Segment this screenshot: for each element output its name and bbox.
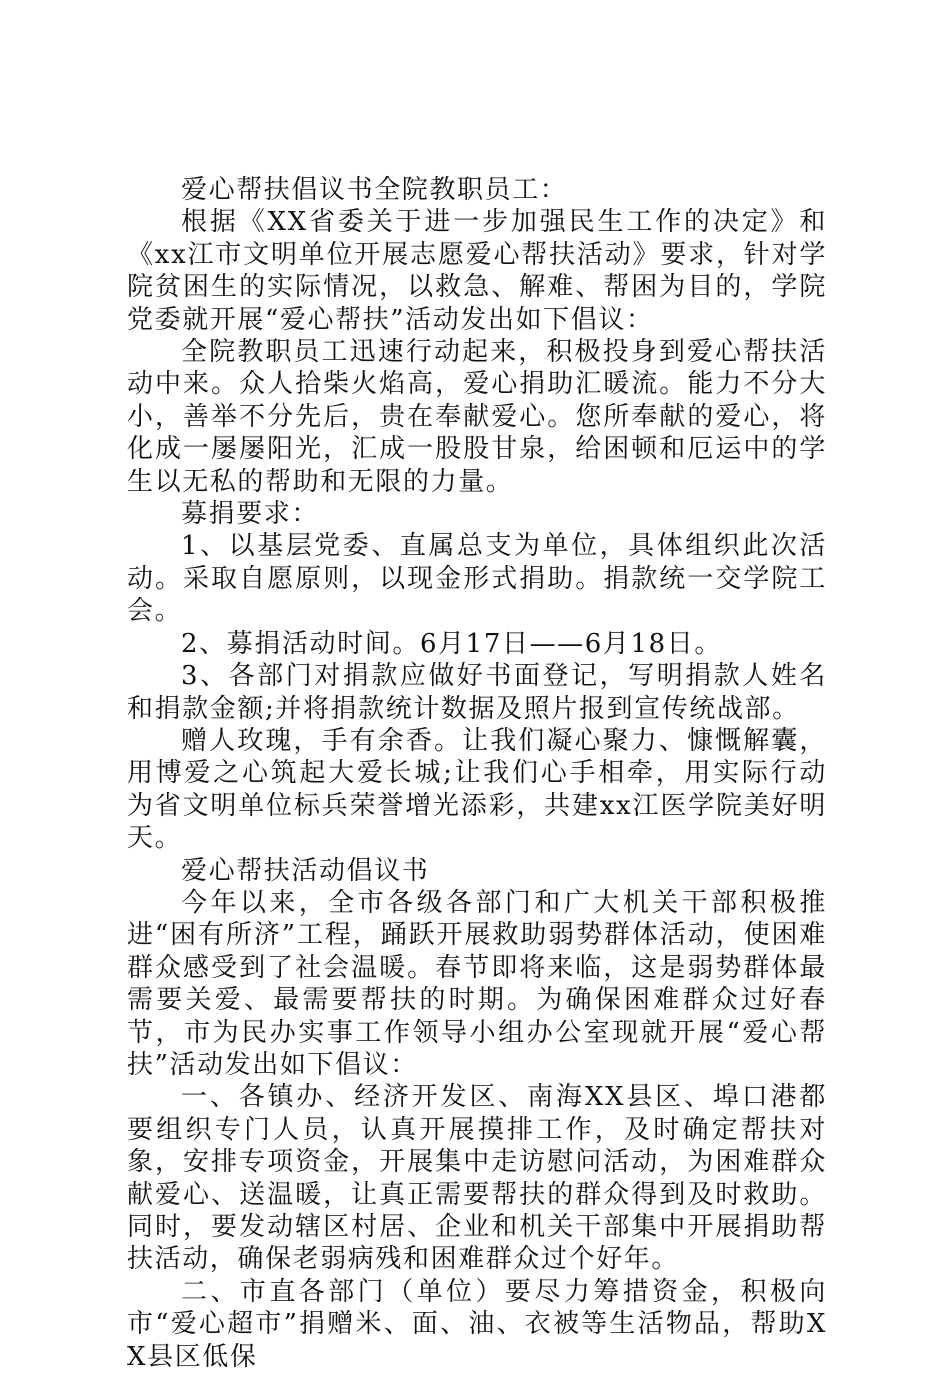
paragraph: 赠人玫瑰，手有余香。让我们凝心聚力、慷慨解囊，用博爱之心筑起大爱长城;让我们心手相牵，用实际行动为省文明单位标兵荣誉增光添彩，共建xx江医学院美好明天。 xyxy=(127,725,827,854)
paragraph: 2、募捐活动时间。6月17日——6月18日。 xyxy=(181,628,722,659)
paragraph: 3、各部门对捐款应做好书面登记，写明捐款人姓名和捐款金额;并将捐款统计数据及照片报到宣传统战部。 xyxy=(127,661,827,724)
paragraph: 二、市直各部门（单位）要尽力筹措资金，积极向市“爱心超市”捐赠米、面、油、衣被等生活物品，帮助XX县区低保 xyxy=(127,1276,827,1372)
paragraph: 1、以基层党委、直属总支为单位，具体组织此次活动。采取自愿原则，以现金形式捐助。捐款统一交学院工会。 xyxy=(127,531,827,627)
paragraph: 今年以来，全市各级各部门和广大机关干部积极推进“困有所济”工程，踊跃开展救助弱势群体活动，使困难群众感受到了社会温暖。春节即将来临，这是弱势群体最需要关爱、最需要帮扶的时期。为确保困难群众过好春节，市为民办实事工作领导小组办公室现就开展“爱心帮扶”活动发出如下倡议： xyxy=(127,887,827,1080)
paragraph: 一、各镇办、经济开发区、南海XX县区、埠口港都要组织专门人员，认真开展摸排工作，及时确定帮扶对象，安排专项资金，开展集中走访慰问活动，为困难群众献爱心、送温暖，让真正需要帮扶的群众得到及时救助。同时，要发动辖区村居、企业和机关干部集中开展捐助帮扶活动，确保老弱病残和困难群众过个好年。 xyxy=(127,1082,827,1275)
document-body xyxy=(127,174,827,1373)
paragraph: 根据《XX省委关于进一步加强民生工作的决定》和《xx江市文明单位开展志愿爱心帮扶活动》要求，针对学院贫困生的实际情况，以救急、解难、帮困为目的，学院党委就开展“爱心帮扶”活动发出如下倡议： xyxy=(127,207,827,335)
paragraph-title-2: 爱心帮扶活动倡议书 xyxy=(181,855,430,886)
paragraph-title-1: 爱心帮扶倡议书全院教职员工： xyxy=(181,175,568,205)
paragraph: 全院教职员工迅速行动起来，积极投身到爱心帮扶活动中来。众人拾柴火焰高，爱心捐助汇暖流。能力不分大小，善举不分先后，贵在奉献爱心。您所奉献的爱心，将化成一屡屡阳光，汇成一股股甘泉，给困顿和厄运中的学生以无私的帮助和无限的力量。 xyxy=(127,337,827,497)
paragraph-heading: 募捐要求： xyxy=(181,499,320,530)
